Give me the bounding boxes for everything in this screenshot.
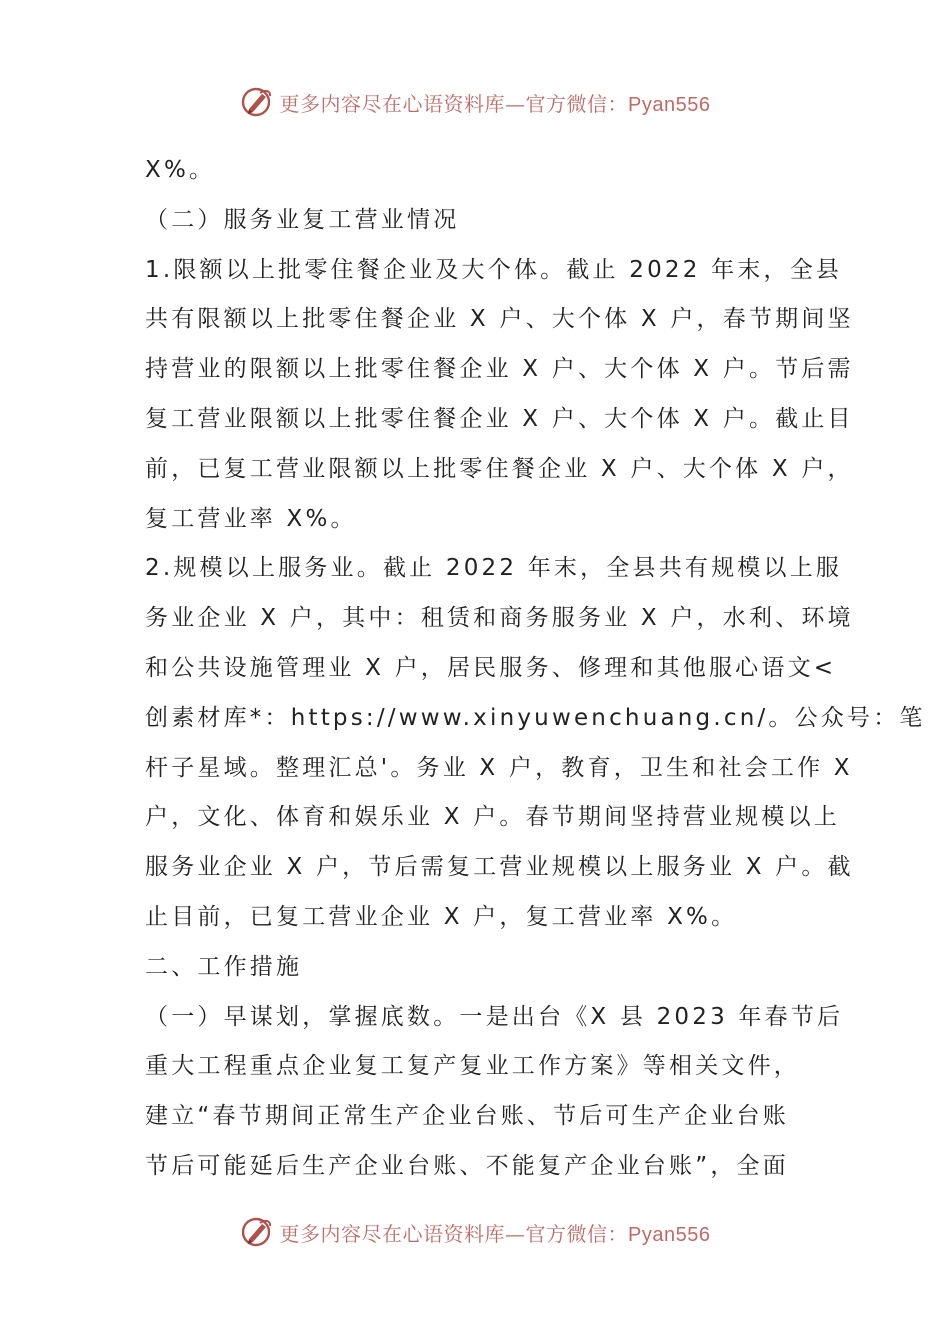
section-heading: （二）服务业复工营业情况	[145, 206, 460, 233]
text-line: 前，已复工营业限额以上批零住餐企业 X 户、大个体 X 户，	[145, 455, 854, 482]
text-line: 户，文化、体育和娱乐业 X 户。春节期间坚持营业规模以上	[145, 804, 840, 831]
pen-logo-icon	[240, 85, 274, 119]
text-line: 止目前，已复工营业企业 X 户，复工营业率 X%。	[145, 903, 738, 930]
text-line: 和公共设施管理业 X 户，居民服务、修理和其他服心语文<	[145, 654, 837, 681]
text-line: 重大工程重点企业复工复产复业工作方案》等相关文件，	[145, 1053, 800, 1080]
document-body	[145, 146, 926, 1192]
text-line: X%。	[145, 157, 216, 183]
text-line: 节后可能延后生产企业台账、不能复产企业台账”，全面	[145, 1152, 789, 1179]
text-line: 复工营业率 X%。	[145, 505, 357, 532]
wechat-id: Pyan556	[628, 93, 711, 116]
section-heading: 二、工作措施	[145, 953, 303, 980]
text-line: 建立“春节期间正常生产企业台账、节后可生产企业台账	[145, 1103, 789, 1130]
header-banner	[0, 80, 950, 124]
text-line: 持营业的限额以上批零住餐企业 X 户、大个体 X 户。节后需	[145, 356, 854, 383]
text-line: （一）早谋划，掌握底数。一是出台《X 县 2023 年春节后	[145, 1003, 844, 1030]
text-line: 服务业企业 X 户，节后需复工营业规模以上服务业 X 户。截	[145, 854, 854, 881]
text-line: 杆子星域。整理汇总'。务业 X 户，教育，卫生和社会工作 X	[145, 754, 853, 781]
text-line: 共有限额以上批零住餐企业 X 户、大个体 X 户，春节期间坚	[145, 306, 854, 333]
text-line: 1.限额以上批零住餐企业及大个体。截止 2022 年末，全县	[145, 256, 843, 283]
wechat-id: Pyan556	[628, 1223, 711, 1246]
text-line: 2.规模以上服务业。截止 2022 年末，全县共有规模以上服	[145, 555, 843, 582]
text-line: 复工营业限额以上批零住餐企业 X 户、大个体 X 户。截止目	[145, 405, 854, 432]
footer-banner	[0, 1210, 950, 1254]
banner-text: 更多内容尽在心语资料库—官方微信：Pyan556	[279, 91, 711, 116]
pen-logo-icon	[240, 1215, 274, 1249]
text-line: 创素材库*：https://www.xinyuwenchuang.cn/。公众号：笔	[145, 704, 926, 731]
banner-text: 更多内容尽在心语资料库—官方微信：Pyan556	[279, 1221, 711, 1246]
text-line: 务业企业 X 户，其中：租赁和商务服务业 X 户，水利、环境	[145, 605, 854, 632]
